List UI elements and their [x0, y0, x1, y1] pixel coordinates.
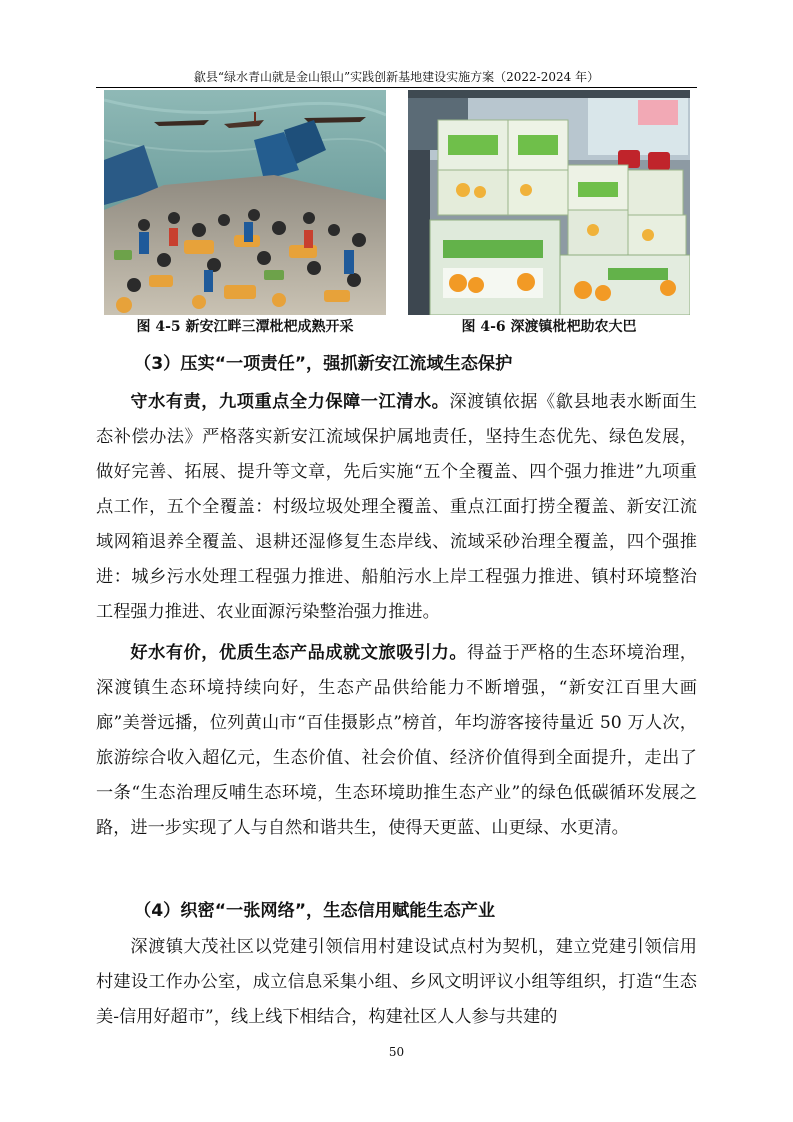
paragraph-eco-products-text	[96, 636, 697, 846]
section-heading-3: （3）压实“一项责任”，强抓新安江流域生态保护	[134, 354, 513, 374]
paragraph-credit-village-text: 深渡镇大茂社区以党建引领信用村建设试点村为契机，建立党建引领信用村建设工作办公室，成立信息采集小组、乡风文明评议小组等组织，打造“生态美-信用好超市”，线上线下相结合，构建社区人人参与共建的	[96, 937, 697, 1027]
page-number: 50	[388, 1045, 405, 1059]
paragraph-body: 深渡镇依据《歙县地表水断面生态补偿办法》严格落实新安江流域保护属地责任，坚持生态优先、绿色发展，做好完善、拓展、提升等文章，先后实施“五个全覆盖、四个强力推进”九项重点工作，五个全覆盖：村级垃圾处理全覆盖、重点江面打捞全覆盖、新安江流域网箱退养全覆盖、退耕还湿修复生态岸线、流域采砂治理全覆盖，四个强推进：城乡污水处理工程强力推进、船舶污水上岸工程强力推进、镇村环境整治工程强力推进、农业面源污染整治强力推进。	[96, 392, 697, 622]
running-header: 歙县“绿水青山就是金山银山”实践创新基地建设实施方案（2022-2024 年）	[193, 70, 600, 84]
paragraph-eco-products	[96, 636, 697, 846]
figure-caption-4-5: 图 4-5 新安江畔三潭枇杷成熟开采	[136, 319, 354, 335]
section-heading-4: （4）织密“一张网络”，生态信用赋能生态产业	[134, 901, 496, 921]
paragraph-lead: 好水有价，优质生态产品成就文旅吸引力。	[130, 643, 468, 663]
paragraph-lead: 守水有责，九项重点全力保障一江清水。	[130, 392, 450, 412]
paragraph-credit-village	[96, 930, 697, 1035]
paragraph-water-protection	[96, 385, 697, 630]
photo-loquat-bus	[408, 90, 690, 315]
photo-loquat-bus-image	[408, 90, 690, 315]
figure-caption-4-6: 图 4-6 深渡镇枇杷助农大巴	[461, 319, 637, 335]
photo-loquat-harvest-image	[104, 90, 386, 315]
paragraph-body: 得益于严格的生态环境治理，深渡镇生态环境持续向好，生态产品供给能力不断增强，“新安江百里大画廊”美誉远播，位列黄山市“百佳摄影点”榜首，年均游客接待量近 50 万人次，旅游综合收入超亿元，生态价值、社会价值、经济价值得到全面提升，走出了一条“生态治理反哺生态环境，生态环境助推生态产业”的绿色低碳循环发展之路，进一步实现了人与自然和谐共生，使得天更蓝、山更绿、水更清。	[96, 643, 697, 838]
header-rule	[96, 87, 697, 88]
paragraph-water-protection-text	[96, 385, 697, 630]
photo-loquat-harvest-market	[104, 90, 386, 315]
